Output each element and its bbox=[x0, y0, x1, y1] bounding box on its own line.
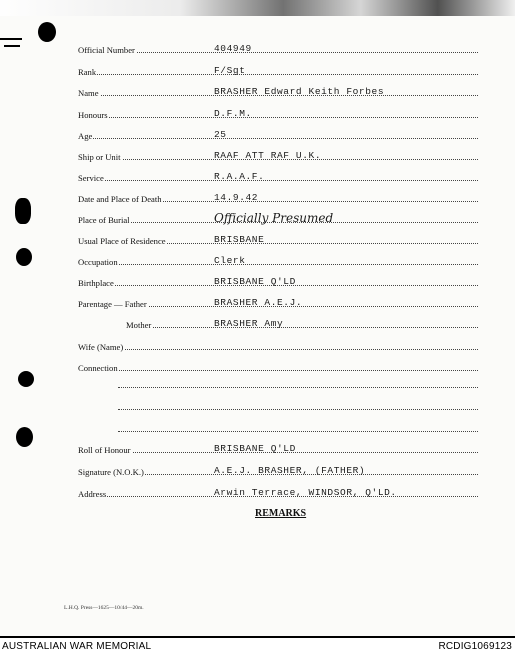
field-value: BRASHER A.E.J. bbox=[214, 297, 303, 308]
field-label: Connection bbox=[78, 363, 118, 373]
field-label: Official Number bbox=[78, 45, 135, 55]
field-value: BRASHER Edward Keith Forbes bbox=[214, 86, 385, 97]
field-usual-place-of-residence bbox=[78, 232, 478, 246]
field-label: Roll of Honour bbox=[78, 445, 131, 455]
scan-top-edge bbox=[0, 0, 515, 16]
field-label: Birthplace bbox=[78, 278, 114, 288]
field-honours bbox=[78, 106, 478, 120]
field-wife-name bbox=[78, 338, 478, 352]
field-label: Mother bbox=[126, 320, 152, 330]
field-label: Parentage — Father bbox=[78, 299, 147, 309]
connection-blank-line bbox=[118, 409, 478, 410]
field-value: R.A.A.F. bbox=[214, 171, 265, 182]
punch-hole bbox=[15, 198, 31, 224]
field-value: A.E.J. BRASHER, (FATHER) bbox=[214, 465, 366, 476]
field-label: Honours bbox=[78, 110, 108, 120]
field-label: Wife (Name) bbox=[78, 342, 124, 352]
field-age bbox=[78, 127, 478, 141]
punch-hole bbox=[18, 371, 34, 387]
field-value: 14.9.42 bbox=[214, 192, 259, 203]
field-value: Clerk bbox=[214, 255, 246, 266]
field-birthplace bbox=[78, 274, 478, 288]
field-label: Age bbox=[78, 131, 93, 141]
field-label: Name bbox=[78, 88, 99, 98]
field-label: Place of Burial bbox=[78, 215, 130, 225]
punch-hole bbox=[38, 22, 56, 42]
field-value: BRISBANE Q'LD bbox=[214, 443, 296, 454]
field-official-number bbox=[78, 41, 478, 55]
field-connection bbox=[78, 359, 478, 373]
field-label: Ship or Unit bbox=[78, 152, 121, 162]
field-value: F/Sgt bbox=[214, 65, 246, 76]
field-label: Signature (N.O.K.) bbox=[78, 467, 144, 477]
field-label: Date and Place of Death bbox=[78, 194, 162, 204]
field-value: BRISBANE Q'LD bbox=[214, 276, 296, 287]
field-value: BRISBANE bbox=[214, 234, 265, 245]
field-address bbox=[78, 485, 478, 499]
field-service bbox=[78, 169, 478, 183]
field-value: 404949 bbox=[214, 43, 252, 54]
field-mother bbox=[78, 316, 478, 330]
field-value: RAAF ATT RAF U.K. bbox=[214, 150, 322, 161]
punch-hole bbox=[16, 248, 32, 266]
field-value: Arwin Terrace, WINDSOR, Q'LD. bbox=[214, 487, 397, 498]
binding-mark bbox=[4, 45, 20, 47]
field-date-and-place-of-death bbox=[78, 190, 478, 204]
footer-record-id: RCDIG1069123 bbox=[438, 641, 512, 652]
field-signature-nok bbox=[78, 463, 478, 477]
field-roll-of-honour bbox=[78, 441, 478, 455]
field-ship-or-unit bbox=[78, 148, 478, 162]
field-label: Address bbox=[78, 489, 107, 499]
field-value: BRASHER Amy bbox=[214, 318, 284, 329]
handwritten-value: Officially Presumed bbox=[214, 211, 334, 225]
field-label: Rank bbox=[78, 67, 97, 77]
footer-institution: AUSTRALIAN WAR MEMORIAL bbox=[2, 641, 152, 652]
punch-hole bbox=[16, 427, 33, 447]
field-parentage-father bbox=[78, 295, 478, 309]
field-place-of-burial bbox=[78, 211, 478, 225]
remarks-heading: REMARKS bbox=[255, 508, 307, 519]
field-value: 25 bbox=[214, 129, 227, 140]
field-name bbox=[78, 84, 478, 98]
field-label: Service bbox=[78, 173, 104, 183]
connection-blank-line bbox=[118, 431, 478, 432]
connection-blank-line bbox=[118, 387, 478, 388]
field-label: Occupation bbox=[78, 257, 118, 267]
field-label: Usual Place of Residence bbox=[78, 236, 166, 246]
binding-mark bbox=[0, 38, 22, 40]
field-value: D.F.M. bbox=[214, 108, 252, 119]
field-rank bbox=[78, 63, 478, 77]
print-code: L.H.Q. Press—1625—10/44—20m. bbox=[64, 605, 144, 611]
field-occupation bbox=[78, 253, 478, 267]
